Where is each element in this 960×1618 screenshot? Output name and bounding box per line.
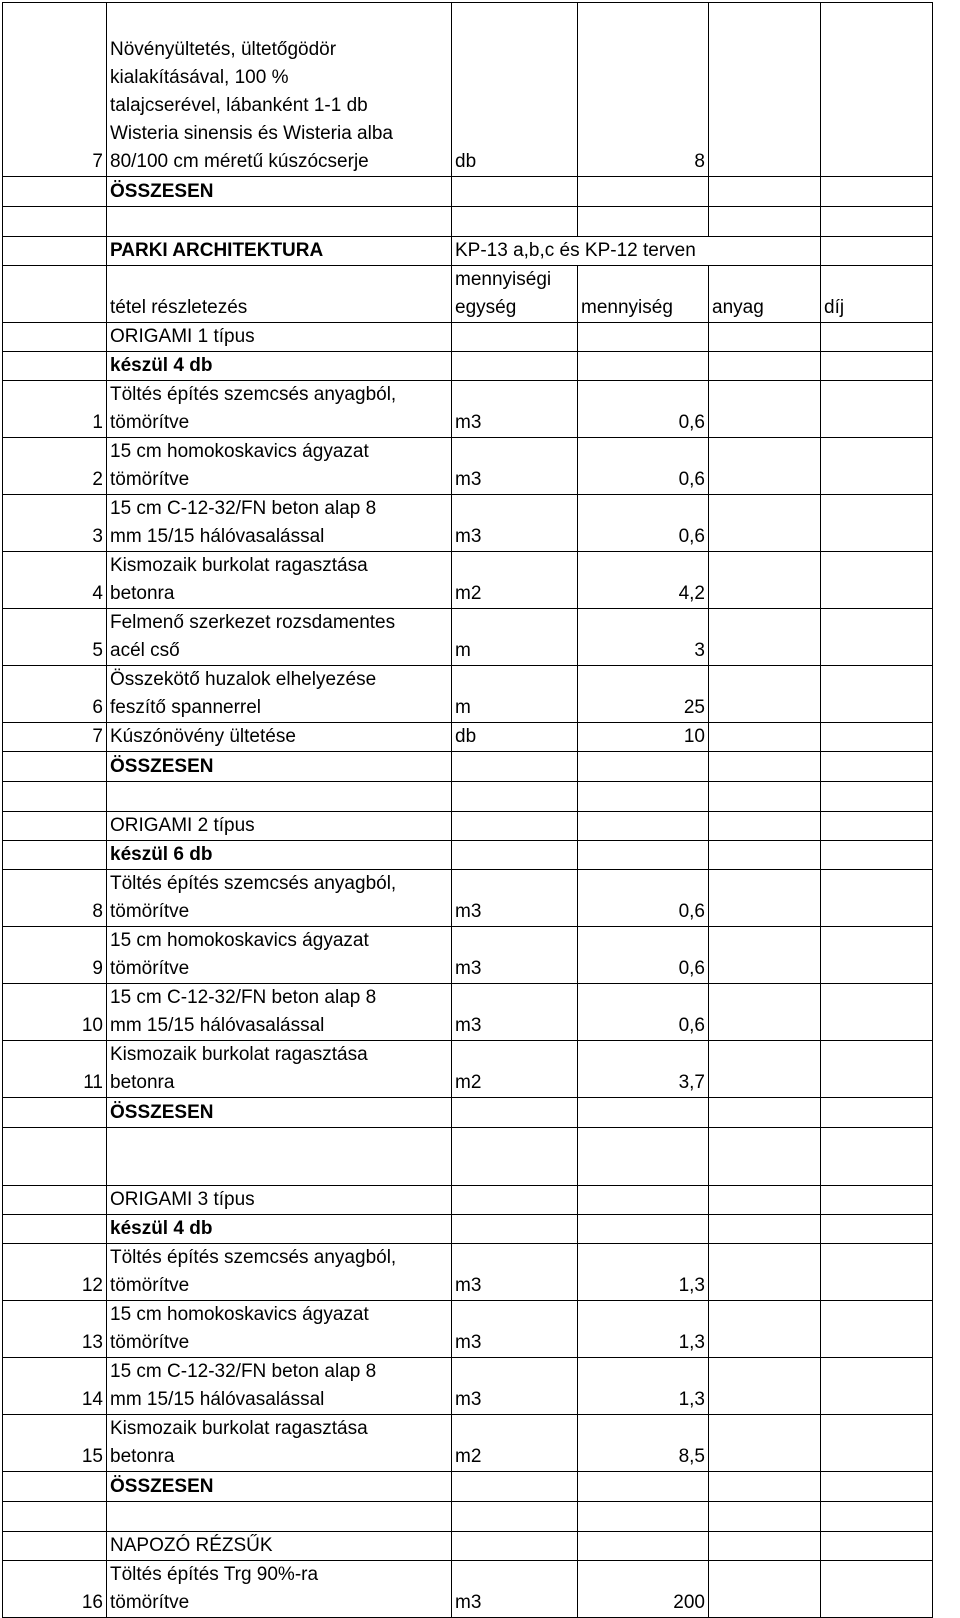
description-cell: ÖSSZESEN	[107, 1472, 452, 1502]
item-number-cell: 13	[3, 1301, 107, 1358]
quantity-cell	[578, 812, 709, 841]
table-row	[3, 1561, 933, 1618]
quantity-cell: 10	[578, 723, 709, 752]
material-cell	[709, 927, 821, 984]
table-row	[3, 1128, 933, 1186]
table-row	[3, 1502, 933, 1532]
description-cell: 15 cm homokoskavics ágyazat tömörítve	[107, 438, 452, 495]
unit-cell	[452, 207, 578, 237]
unit-cell	[452, 323, 578, 352]
material-cell	[709, 177, 821, 207]
unit-cell	[452, 1128, 578, 1186]
material-cell	[709, 841, 821, 870]
fee-cell	[821, 1215, 933, 1244]
item-number-cell: 7	[3, 3, 107, 177]
unit-cell: db	[452, 3, 578, 177]
item-number-cell	[3, 782, 107, 812]
description-cell: Kismozaik burkolat ragasztása betonra	[107, 1415, 452, 1472]
material-cell	[709, 1502, 821, 1532]
description-cell	[107, 207, 452, 237]
description-cell	[107, 1128, 452, 1186]
fee-cell	[821, 438, 933, 495]
item-number-cell	[3, 177, 107, 207]
unit-cell: m3	[452, 495, 578, 552]
quantity-cell: mennyiség	[578, 266, 709, 323]
fee-cell	[821, 177, 933, 207]
item-number-cell: 16	[3, 1561, 107, 1618]
table-row	[3, 1244, 933, 1301]
fee-cell	[821, 1098, 933, 1128]
fee-cell	[821, 609, 933, 666]
item-number-cell: 2	[3, 438, 107, 495]
quantity-cell: 1,3	[578, 1301, 709, 1358]
unit-cell	[452, 1215, 578, 1244]
unit-cell: m2	[452, 1041, 578, 1098]
item-number-cell: 15	[3, 1415, 107, 1472]
material-cell	[709, 1532, 821, 1561]
table-row	[3, 609, 933, 666]
item-number-cell	[3, 812, 107, 841]
quantity-table	[2, 2, 933, 1618]
table-row	[3, 1098, 933, 1128]
fee-cell	[821, 1128, 933, 1186]
unit-cell: m3	[452, 1301, 578, 1358]
fee-cell	[821, 870, 933, 927]
description-cell: ORIGAMI 2 típus	[107, 812, 452, 841]
material-cell	[709, 1041, 821, 1098]
quantity-cell: 8	[578, 3, 709, 177]
item-number-cell: 8	[3, 870, 107, 927]
quantity-cell	[578, 841, 709, 870]
item-number-cell	[3, 237, 107, 266]
quantity-cell	[578, 207, 709, 237]
fee-cell: díj	[821, 266, 933, 323]
description-cell	[107, 782, 452, 812]
fee-cell	[821, 1532, 933, 1561]
unit-cell: db	[452, 723, 578, 752]
unit-cell	[452, 1502, 578, 1532]
table-row	[3, 1215, 933, 1244]
fee-cell	[821, 1301, 933, 1358]
quantity-cell	[578, 1472, 709, 1502]
description-cell: Összekötő huzalok elhelyezése feszítő spannerrel	[107, 666, 452, 723]
fee-cell	[821, 352, 933, 381]
unit-cell: mennyiségi egység	[452, 266, 578, 323]
unit-cell: m	[452, 666, 578, 723]
table-row	[3, 927, 933, 984]
unit-cell	[452, 1532, 578, 1561]
table-row	[3, 1041, 933, 1098]
table-row	[3, 3, 933, 177]
material-cell	[709, 1186, 821, 1215]
unit-cell: m3	[452, 1561, 578, 1618]
item-number-cell: 6	[3, 666, 107, 723]
material-cell	[709, 609, 821, 666]
item-number-cell: 1	[3, 381, 107, 438]
unit-cell	[452, 752, 578, 782]
description-cell: PARKI ARCHITEKTURA	[107, 237, 452, 266]
item-number-cell	[3, 1098, 107, 1128]
fee-cell	[821, 1472, 933, 1502]
description-cell: készül 6 db	[107, 841, 452, 870]
material-cell	[709, 870, 821, 927]
material-cell	[709, 3, 821, 177]
item-number-cell	[3, 1215, 107, 1244]
item-number-cell	[3, 1502, 107, 1532]
fee-cell	[821, 812, 933, 841]
table-row	[3, 237, 933, 266]
unit-cell: KP-13 a,b,c és KP-12 terven	[452, 237, 821, 266]
table-body	[3, 3, 933, 1618]
table-row	[3, 782, 933, 812]
table-row	[3, 381, 933, 438]
material-cell	[709, 1561, 821, 1618]
unit-cell: m3	[452, 381, 578, 438]
item-number-cell	[3, 1128, 107, 1186]
material-cell	[709, 1301, 821, 1358]
unit-cell: m3	[452, 870, 578, 927]
material-cell	[709, 666, 821, 723]
table-row	[3, 438, 933, 495]
table-row	[3, 1186, 933, 1215]
fee-cell	[821, 927, 933, 984]
unit-cell: m3	[452, 927, 578, 984]
quantity-cell: 8,5	[578, 1415, 709, 1472]
table-row	[3, 752, 933, 782]
unit-cell: m2	[452, 552, 578, 609]
description-cell: Kismozaik burkolat ragasztása betonra	[107, 552, 452, 609]
item-number-cell	[3, 841, 107, 870]
quantity-cell	[578, 1128, 709, 1186]
material-cell	[709, 1472, 821, 1502]
item-number-cell	[3, 207, 107, 237]
table-row	[3, 1472, 933, 1502]
table-row	[3, 266, 933, 323]
material-cell	[709, 812, 821, 841]
description-cell: ORIGAMI 1 típus	[107, 323, 452, 352]
unit-cell	[452, 782, 578, 812]
unit-cell: m3	[452, 438, 578, 495]
table-row	[3, 1532, 933, 1561]
fee-cell	[821, 984, 933, 1041]
description-cell: Kismozaik burkolat ragasztása betonra	[107, 1041, 452, 1098]
unit-cell	[452, 1186, 578, 1215]
fee-cell	[821, 552, 933, 609]
material-cell	[709, 207, 821, 237]
fee-cell	[821, 237, 933, 266]
table-row	[3, 323, 933, 352]
material-cell	[709, 323, 821, 352]
fee-cell	[821, 723, 933, 752]
unit-cell	[452, 1098, 578, 1128]
quantity-cell	[578, 1215, 709, 1244]
table-row	[3, 666, 933, 723]
quantity-cell	[578, 323, 709, 352]
description-cell: Töltés építés szemcsés anyagból, tömörítve	[107, 1244, 452, 1301]
material-cell	[709, 984, 821, 1041]
fee-cell	[821, 1041, 933, 1098]
quantity-cell: 0,6	[578, 870, 709, 927]
quantity-cell: 0,6	[578, 381, 709, 438]
description-cell: 15 cm C-12-32/FN beton alap 8 mm 15/15 hálóvasalással	[107, 1358, 452, 1415]
description-cell: Felmenő szerkezet rozsdamentes acél cső	[107, 609, 452, 666]
fee-cell	[821, 752, 933, 782]
description-cell: készül 4 db	[107, 1215, 452, 1244]
quantity-cell	[578, 1532, 709, 1561]
description-cell: 15 cm C-12-32/FN beton alap 8 mm 15/15 hálóvasalással	[107, 984, 452, 1041]
fee-cell	[821, 381, 933, 438]
description-cell: ÖSSZESEN	[107, 177, 452, 207]
table-row	[3, 1301, 933, 1358]
description-cell: Töltés építés szemcsés anyagból, tömörítve	[107, 381, 452, 438]
description-cell: Töltés építés Trg 90%-ra tömörítve	[107, 1561, 452, 1618]
description-cell: 15 cm C-12-32/FN beton alap 8 mm 15/15 hálóvasalással	[107, 495, 452, 552]
description-cell: 15 cm homokoskavics ágyazat tömörítve	[107, 927, 452, 984]
item-number-cell	[3, 266, 107, 323]
item-number-cell: 14	[3, 1358, 107, 1415]
table-row	[3, 1415, 933, 1472]
fee-cell	[821, 666, 933, 723]
item-number-cell	[3, 752, 107, 782]
material-cell	[709, 1415, 821, 1472]
unit-cell: m	[452, 609, 578, 666]
table-row	[3, 723, 933, 752]
item-number-cell: 4	[3, 552, 107, 609]
quantity-cell	[578, 352, 709, 381]
item-number-cell	[3, 1186, 107, 1215]
quantity-cell: 4,2	[578, 552, 709, 609]
material-cell: anyag	[709, 266, 821, 323]
quantity-cell: 0,6	[578, 438, 709, 495]
table-row	[3, 841, 933, 870]
unit-cell	[452, 812, 578, 841]
quantity-cell	[578, 1502, 709, 1532]
fee-cell	[821, 207, 933, 237]
description-cell: 15 cm homokoskavics ágyazat tömörítve	[107, 1301, 452, 1358]
item-number-cell: 10	[3, 984, 107, 1041]
description-cell: ORIGAMI 3 típus	[107, 1186, 452, 1215]
description-cell	[107, 1502, 452, 1532]
fee-cell	[821, 1561, 933, 1618]
quantity-cell: 25	[578, 666, 709, 723]
table-row	[3, 812, 933, 841]
unit-cell: m3	[452, 1358, 578, 1415]
description-cell: Kúszónövény ültetése	[107, 723, 452, 752]
quantity-cell: 200	[578, 1561, 709, 1618]
quantity-cell: 3,7	[578, 1041, 709, 1098]
quantity-cell: 3	[578, 609, 709, 666]
quantity-cell	[578, 752, 709, 782]
item-number-cell: 5	[3, 609, 107, 666]
fee-cell	[821, 782, 933, 812]
fee-cell	[821, 1244, 933, 1301]
table-row	[3, 984, 933, 1041]
quantity-cell	[578, 177, 709, 207]
material-cell	[709, 352, 821, 381]
unit-cell	[452, 352, 578, 381]
description-cell: készül 4 db	[107, 352, 452, 381]
quantity-cell: 0,6	[578, 927, 709, 984]
fee-cell	[821, 495, 933, 552]
fee-cell	[821, 1186, 933, 1215]
item-number-cell	[3, 1532, 107, 1561]
item-number-cell: 12	[3, 1244, 107, 1301]
table-row	[3, 1358, 933, 1415]
material-cell	[709, 381, 821, 438]
table-row	[3, 177, 933, 207]
item-number-cell: 3	[3, 495, 107, 552]
material-cell	[709, 1358, 821, 1415]
material-cell	[709, 1215, 821, 1244]
fee-cell	[821, 323, 933, 352]
table-row	[3, 495, 933, 552]
item-number-cell	[3, 352, 107, 381]
quantity-cell	[578, 1186, 709, 1215]
material-cell	[709, 495, 821, 552]
fee-cell	[821, 3, 933, 177]
unit-cell: m3	[452, 1244, 578, 1301]
table-row	[3, 207, 933, 237]
material-cell	[709, 1098, 821, 1128]
unit-cell	[452, 177, 578, 207]
material-cell	[709, 552, 821, 609]
item-number-cell: 11	[3, 1041, 107, 1098]
description-cell: ÖSSZESEN	[107, 1098, 452, 1128]
unit-cell: m2	[452, 1415, 578, 1472]
item-number-cell	[3, 323, 107, 352]
description-cell: NAPOZÓ RÉZSŰK	[107, 1532, 452, 1561]
fee-cell	[821, 1358, 933, 1415]
table-row	[3, 352, 933, 381]
quantity-cell: 0,6	[578, 495, 709, 552]
quantity-cell: 1,3	[578, 1244, 709, 1301]
unit-cell	[452, 1472, 578, 1502]
material-cell	[709, 1244, 821, 1301]
item-number-cell: 7	[3, 723, 107, 752]
unit-cell	[452, 841, 578, 870]
quantity-cell	[578, 782, 709, 812]
description-cell: Töltés építés szemcsés anyagból, tömörítve	[107, 870, 452, 927]
unit-cell: m3	[452, 984, 578, 1041]
material-cell	[709, 438, 821, 495]
description-cell: tétel részletezés	[107, 266, 452, 323]
item-number-cell: 9	[3, 927, 107, 984]
material-cell	[709, 752, 821, 782]
table-row	[3, 552, 933, 609]
material-cell	[709, 1128, 821, 1186]
description-cell: ÖSSZESEN	[107, 752, 452, 782]
description-cell: Növényültetés, ültetőgödör kialakításával, 100 % talajcserével, lábanként 1-1 db Wisteria sinensis és Wisteria alba 80/100 cm méretű kúszócserje	[107, 3, 452, 177]
fee-cell	[821, 1502, 933, 1532]
quantity-cell: 0,6	[578, 984, 709, 1041]
table-row	[3, 870, 933, 927]
material-cell	[709, 782, 821, 812]
item-number-cell	[3, 1472, 107, 1502]
quantity-cell	[578, 1098, 709, 1128]
fee-cell	[821, 1415, 933, 1472]
material-cell	[709, 723, 821, 752]
quantity-cell: 1,3	[578, 1358, 709, 1415]
fee-cell	[821, 841, 933, 870]
